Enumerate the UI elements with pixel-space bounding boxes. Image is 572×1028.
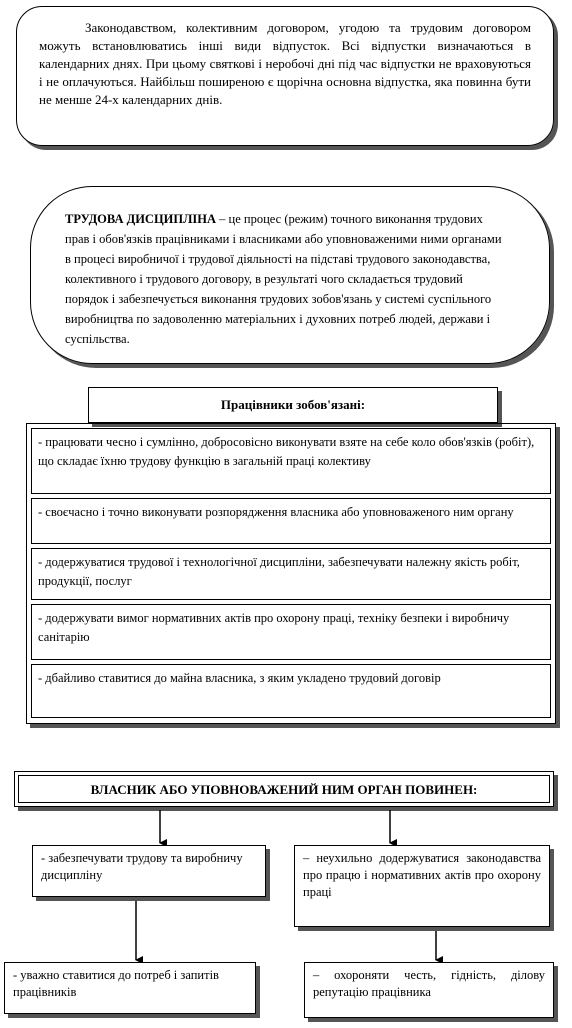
employees-duties-header: Працівники зобов'язані: (88, 387, 498, 423)
duty-item: - додержувати вимог нормативних актів про охорону праці, техніку безпеки і виробничу санітарію (31, 604, 551, 660)
duty-item: - додержуватися трудової і технологічної дисципліни, забезпечувати належну якість робіт, продукції, послуг (31, 548, 551, 600)
vacation-note-text: Законодавством, колективним договором, угодою та трудовим договором можуть встановлюватись інші види відпусток. Всі відпустки визначаються в календарних днях. При цьому святкові і неробочі дні під час відпустки не враховуються і не оплачуються. Найбільш поширеною є щорічна основна відпустка, яка повинна бути не менше 24-х календарних днів. (39, 20, 531, 107)
duty-item: - працювати чесно і сумлінно, добросовісно виконувати взяте на себе коло обов'язків (робіт), що складає їхню трудову функцію в загальній праці колективу (31, 428, 551, 494)
owner-item: - забезпечувати трудову та виробничу дисципліну (32, 845, 266, 897)
owner-item: – неухильно додержуватися законодавства про працю і нормативних актів про охорону праці (294, 845, 550, 927)
owner-duties-header-text: ВЛАСНИК АБО УПОВНОВАЖЕНИЙ НИМ ОРГАН ПОВИНЕН: (18, 775, 550, 803)
duty-item: - своєчасно і точно виконувати розпорядження власника або уповноваженого ним органу (31, 498, 551, 544)
owner-item: – охороняти честь, гідність, ділову репутацію працівника (304, 962, 554, 1018)
duty-item: - дбайливо ставитися до майна власника, з яким укладено трудовий договір (31, 664, 551, 718)
definition-term: ТРУДОВА ДИСЦИПЛІНА (65, 212, 217, 226)
definition-text: – це процес (режим) точного виконання трудових прав і обов'язків працівниками і власниками або уповноваженими ними органами в процесі виробничої і трудової діяльності на підставі трудового законодавства, колективного і трудового договору, в результаті чого складається трудовий порядок і забезпечується виконання трудових зобов'язань у системі суспільного виробництва по задоволенню матеріальних і духовних потреб людей, держави і суспільства. (65, 212, 502, 346)
owner-item: - уважно ставитися до потреб і запитів працівників (4, 962, 256, 1014)
